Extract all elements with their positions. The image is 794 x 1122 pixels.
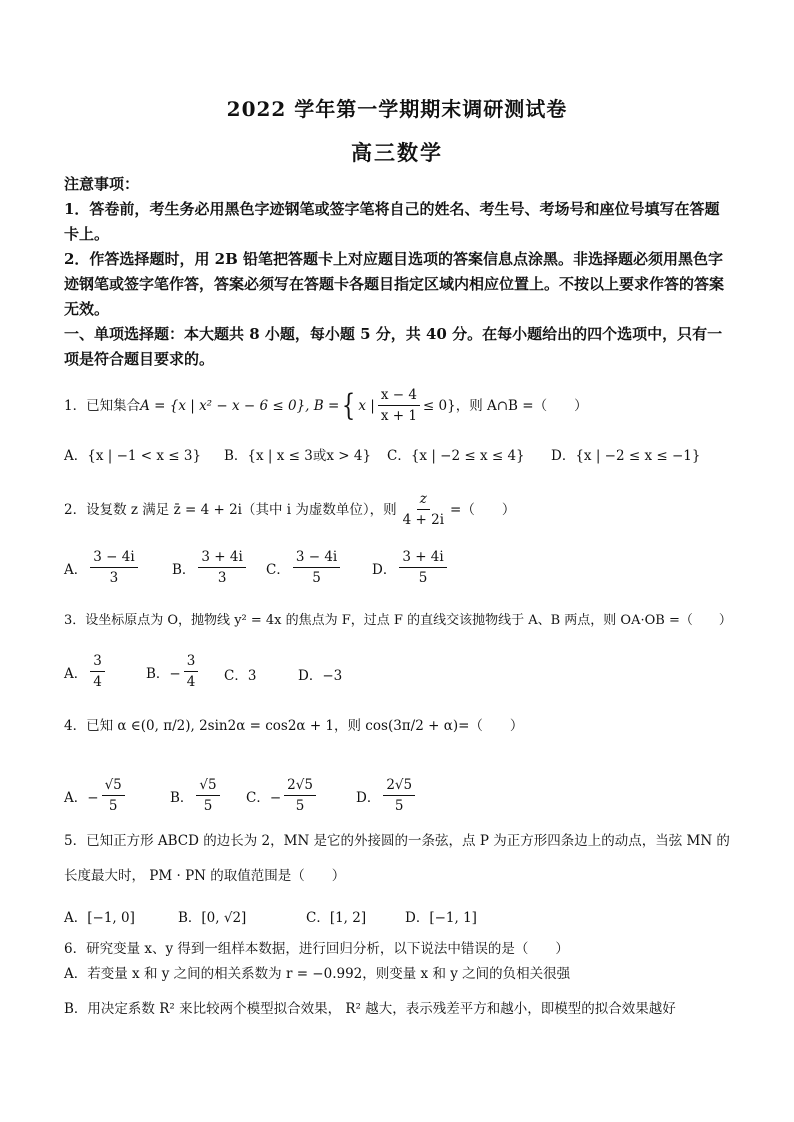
q1-suffix: ，则 A∩B =（ ） bbox=[455, 397, 588, 414]
instructions bbox=[64, 172, 734, 372]
q1-option-d[interactable]: D．{x | −2 ≤ x ≤ −1} bbox=[551, 448, 701, 464]
q1-set-a: A = {x | x² − x − 6 ≤ 0}, B = bbox=[140, 397, 340, 414]
notes-heading: 注意事项： bbox=[64, 175, 140, 193]
q1-set-b-tail: ≤ 0} bbox=[422, 397, 456, 414]
q4-option-d-label: D． bbox=[356, 789, 381, 806]
q2-option-d[interactable] bbox=[372, 548, 450, 587]
q6-option-a[interactable]: A．若变量 x 和 y 之间的相关系数为 r = −0.992，则变量 x 和 y 之间的负相关很强 bbox=[64, 966, 571, 982]
q1-option-b[interactable]: B．{x | x ≤ 3或x > 4} bbox=[224, 448, 372, 464]
q2-frac-den: 4 + 2i bbox=[402, 512, 445, 528]
q4-option-a-den: 5 bbox=[108, 798, 118, 814]
q1-frac-den: x + 1 bbox=[380, 408, 417, 424]
q6-option-b[interactable]: B．用决定系数 R² 来比较两个模型拟合效果， R² 越大，表示残差平方和越小，即模型的拟合效果越好 bbox=[64, 1001, 676, 1017]
q4-option-b-den: 5 bbox=[203, 798, 213, 814]
q2-option-c-num: 3 − 4i bbox=[293, 548, 340, 568]
q4-option-d-num: 2√5 bbox=[383, 776, 415, 796]
q1-set-b-fraction bbox=[378, 386, 420, 425]
q2-fraction bbox=[400, 490, 447, 529]
q2-option-a-den: 3 bbox=[109, 570, 119, 586]
q2-frac-num: z bbox=[417, 490, 430, 510]
q3-option-b[interactable] bbox=[146, 652, 201, 691]
q2-option-d-den: 5 bbox=[418, 570, 428, 586]
q1-option-c[interactable]: C．{x | −2 ≤ x ≤ 4} bbox=[387, 448, 525, 464]
question-5-line-2: 长度最大时， PM · PN 的取值范围是（ ） bbox=[64, 868, 346, 884]
q2-option-d-label: D． bbox=[372, 561, 397, 578]
q3-options bbox=[64, 652, 736, 696]
q4-suffix: =（ ） bbox=[458, 718, 524, 734]
question-3: 3．设坐标原点为 O，抛物线 y² = 4x 的焦点为 F，过点 F 的直线交该抛物线于 A、B 两点，则 OA·OB =（ ） bbox=[64, 613, 732, 628]
q3-option-b-label: B．− bbox=[146, 665, 181, 682]
q3-option-d[interactable]: D．−3 bbox=[298, 668, 343, 684]
q3-option-a-num: 3 bbox=[90, 652, 105, 672]
q5-option-c[interactable]: C．[1, 2] bbox=[306, 910, 367, 926]
exam-subtitle: 高三数学 bbox=[351, 140, 443, 165]
q2-option-b-label: B． bbox=[172, 561, 196, 578]
q2-option-c[interactable] bbox=[266, 548, 343, 587]
q5-option-d[interactable]: D．[−1, 1] bbox=[405, 910, 477, 926]
notes-item-2: 2．作答选择题时，用 2B 铅笔把答题卡上对应题目选项的答案信息点涂黑。非选择题必须用黑色字迹钢笔或签字笔作答，答案必须写在答题卡各题目指定区域内相应位置上。不按以上要求作答的答案无效。 bbox=[64, 250, 725, 318]
question-4 bbox=[64, 716, 736, 736]
q4-option-a[interactable] bbox=[64, 776, 128, 815]
q2-option-a-num: 3 − 4i bbox=[90, 548, 137, 568]
q2-suffix: =（ ） bbox=[450, 501, 516, 518]
q4-option-c-label: C．− bbox=[246, 789, 282, 806]
q4-interval: (0, π/2) bbox=[140, 718, 191, 734]
q2-option-a[interactable] bbox=[64, 548, 141, 587]
q3-option-c[interactable]: C．3 bbox=[224, 668, 257, 684]
q2-text: 2．设复数 z 满足 z̄ = 4 + 2i（其中 i 为虚数单位），则 bbox=[64, 501, 397, 518]
q1-left-brace: { bbox=[342, 387, 356, 423]
exam-title: 2022 学年第一学期期末调研测试卷 bbox=[226, 97, 568, 121]
question-1: 1．已知集合 A = {x | x² − x − 6 ≤ 0}, B = { x | $\frac{x - 4}{x + 1}$ ≤ 0} ，则 A∩B =（ ） bbox=[64, 387, 588, 424]
q2-option-d-num: 3 + 4i bbox=[399, 548, 446, 568]
section-heading: 一、单项选择题：本大题共 8 小题，每小题 5 分，共 40 分。在每小题给出的四个选项中，只有一项是符合题目要求的。 bbox=[64, 325, 723, 368]
q4-option-c-num: 2√5 bbox=[284, 776, 316, 796]
q4-option-b-num: √5 bbox=[196, 776, 219, 796]
q1-frac-num: x − 4 bbox=[378, 386, 420, 406]
q1-prefix: 1．已知集合 bbox=[64, 397, 141, 414]
q5-option-b[interactable]: B．[0, √2] bbox=[178, 910, 247, 926]
q4-option-c[interactable] bbox=[246, 776, 319, 815]
q4-option-d[interactable] bbox=[356, 776, 418, 815]
q4-option-c-den: 5 bbox=[295, 798, 305, 814]
q4-prefix: 4．已知 α ∈ bbox=[64, 718, 141, 734]
q3-option-a-label: A． bbox=[64, 665, 88, 682]
q4-option-a-num: √5 bbox=[102, 776, 125, 796]
question-2 bbox=[64, 490, 736, 529]
q2-option-c-den: 5 bbox=[312, 570, 321, 586]
q2-options bbox=[64, 548, 736, 592]
q2-option-c-label: C． bbox=[266, 561, 290, 578]
q2-option-b-den: 3 bbox=[217, 570, 227, 586]
q2-option-b-num: 3 + 4i bbox=[198, 548, 245, 568]
q3-option-b-den: 4 bbox=[186, 674, 196, 690]
question-5-line-1: 5．已知正方形 ABCD 的边长为 2，MN 是它的外接圆的一条弦，点 P 为正方形四条边上的动点，当弦 MN 的 bbox=[64, 833, 730, 849]
q3-option-a[interactable] bbox=[64, 652, 108, 691]
q1-option-a[interactable]: A．{x | −1 < x ≤ 3} bbox=[64, 448, 202, 464]
question-6: 6．研究变量 x、y 得到一组样本数据，进行回归分析，以下说法中错误的是（ ） bbox=[64, 941, 569, 957]
q3-option-b-num: 3 bbox=[184, 652, 199, 672]
q2-option-a-label: A． bbox=[64, 561, 88, 578]
q5-option-a[interactable]: A．[−1, 0] bbox=[64, 910, 135, 926]
q4-option-b-label: B． bbox=[170, 789, 194, 806]
q4-option-b[interactable] bbox=[170, 776, 223, 815]
q4-option-a-label: A．− bbox=[64, 789, 99, 806]
q4-arg: (3π/2 + α) bbox=[387, 718, 459, 734]
q4-middle: , 2sin2α = cos2α + 1，则 cos bbox=[190, 718, 388, 734]
q2-option-b[interactable] bbox=[172, 548, 249, 587]
q4-options bbox=[64, 776, 736, 820]
q3-option-a-den: 4 bbox=[93, 674, 102, 690]
notes-item-1: 1．答卷前，考生务必用黑色字迹钢笔或签字笔将自己的姓名、考生号、考场号和座位号填写在答题卡上。 bbox=[64, 200, 720, 243]
q4-option-d-den: 5 bbox=[394, 798, 404, 814]
